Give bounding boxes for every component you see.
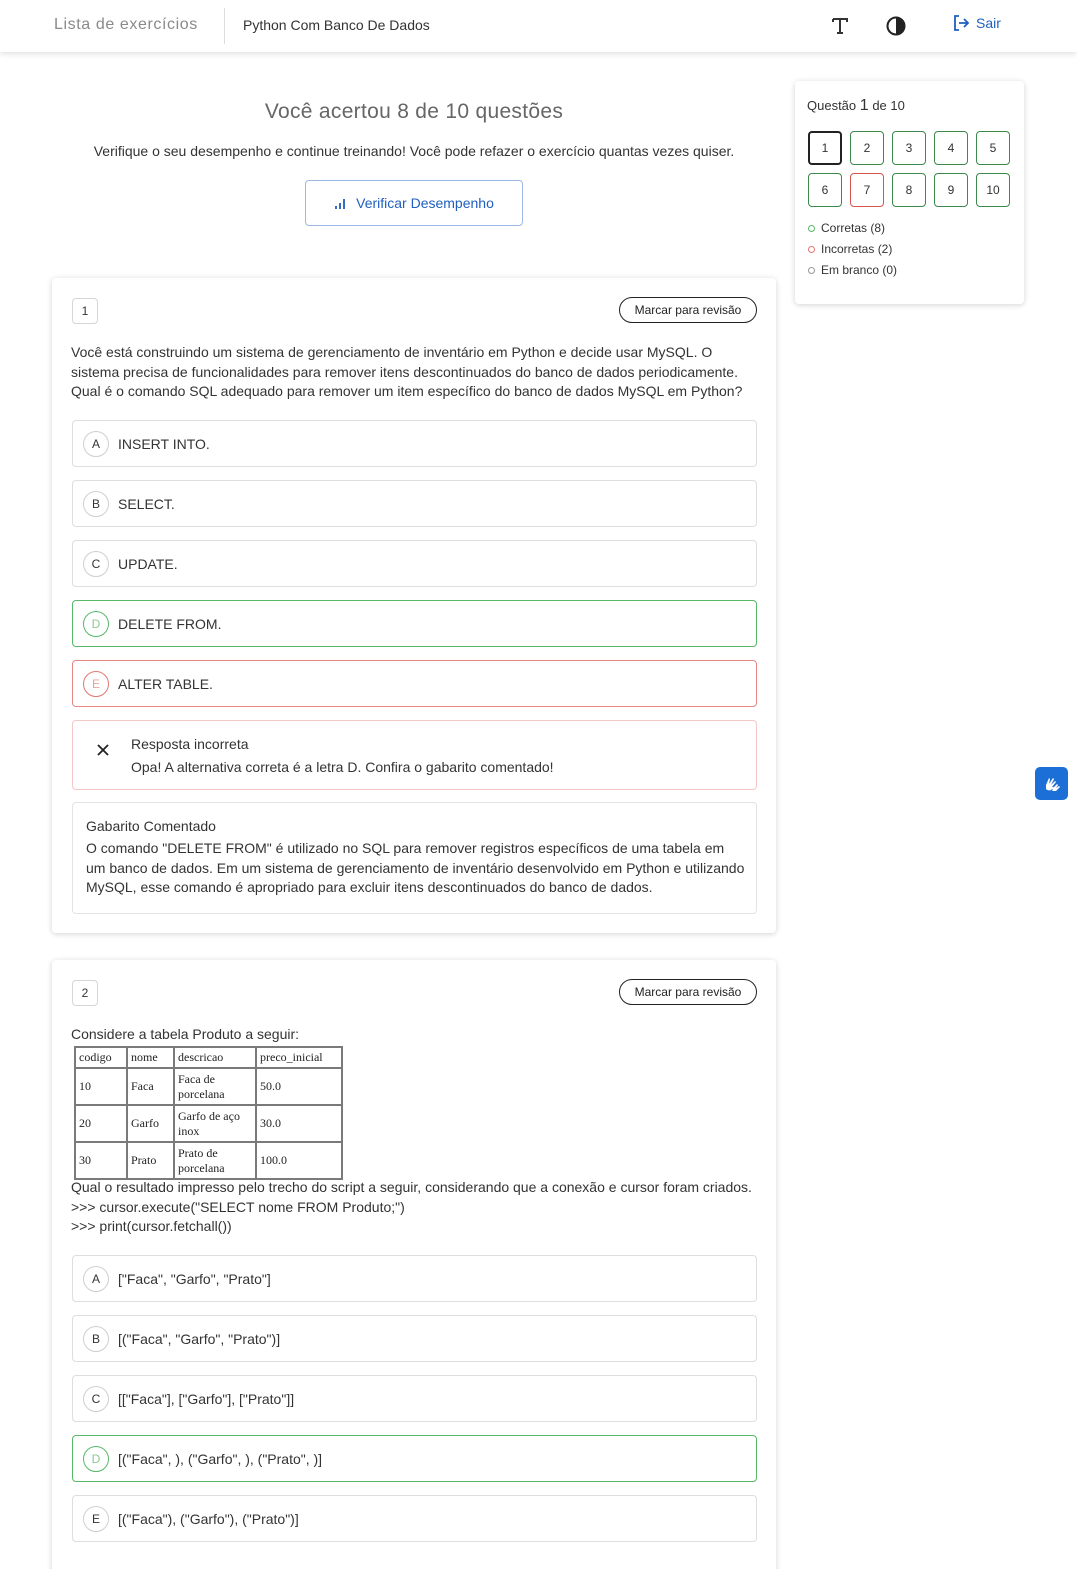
question-intro: Considere a tabela Produto a seguir:	[71, 1026, 300, 1042]
question-nav-8[interactable]: 8	[892, 173, 926, 207]
table-header-row: codigo nome descricao preco_inicial	[75, 1047, 342, 1068]
table-row: 10 Faca Faca de porcelana 50.0	[75, 1068, 342, 1105]
question-card-1	[52, 278, 776, 933]
question-grid	[808, 131, 1010, 207]
close-icon	[95, 742, 111, 758]
table-row: 20 Garfo Garfo de aço inox 30.0	[75, 1105, 342, 1142]
option-b[interactable]: B SELECT.	[72, 480, 757, 527]
font-size-icon[interactable]	[828, 14, 852, 38]
question-number: 1	[72, 298, 98, 324]
produto-table	[74, 1046, 343, 1180]
mark-for-review-button[interactable]: Marcar para revisão	[619, 979, 757, 1005]
bar-chart-icon	[334, 196, 348, 210]
sign-language-widget-button[interactable]	[1035, 767, 1068, 800]
commented-answer	[72, 802, 757, 914]
header-divider	[224, 8, 225, 44]
feedback-title: Resposta incorreta	[131, 736, 249, 752]
table-row: 30 Prato Prato de porcelana 100.0	[75, 1142, 342, 1179]
feedback-message: Opa! A alternativa correta é a letra D. Confira o gabarito comentado!	[131, 759, 554, 775]
logout-label: Sair	[976, 15, 1001, 31]
commented-answer-title: Gabarito Comentado	[86, 818, 216, 834]
mark-for-review-button[interactable]: Marcar para revisão	[619, 297, 757, 323]
option-a[interactable]: A ["Faca", "Garfo", "Prato"]	[72, 1255, 757, 1302]
check-performance-label: Verificar Desempenho	[356, 195, 494, 211]
question-card-2	[52, 960, 776, 1569]
option-d[interactable]: D [("Faca", ), ("Garfo", ), ("Prato", )]	[72, 1435, 757, 1482]
commented-answer-text: O comando "DELETE FROM" é utilizado no SQL para remover registros específicos de uma tabela em um banco de dados. Em um sistema de gerenciamento de inventário desenvolvido em Python e utilizando MySQL, esse comando é apropriado para excluir itens descontinuados do banco de dados.	[86, 840, 745, 895]
course-title: Python Com Banco De Dados	[243, 17, 430, 33]
question-number: 2	[72, 980, 98, 1006]
brand-title[interactable]: Lista de exercícios	[54, 16, 198, 33]
result-subtitle: Verifique o seu desempenho e continue treinando! Você pode refazer o exercício quantas vezes quiser.	[93, 143, 735, 159]
option-e[interactable]: E ALTER TABLE.	[72, 660, 757, 707]
legend-blank: Em branco (0)	[808, 263, 897, 277]
legend-incorrect: Incorretas (2)	[808, 242, 892, 256]
result-title: Você acertou 8 de 10 questões	[264, 100, 564, 123]
option-a[interactable]: A INSERT INTO.	[72, 420, 757, 467]
option-c[interactable]: C [["Faca"], ["Garfo"], ["Prato"]]	[72, 1375, 757, 1422]
question-nav-9[interactable]: 9	[934, 173, 968, 207]
question-nav-1[interactable]: 1	[808, 131, 842, 165]
question-nav-10[interactable]: 10	[976, 173, 1010, 207]
option-e[interactable]: E [("Faca"), ("Garfo"), ("Prato")]	[72, 1495, 757, 1542]
contrast-icon[interactable]	[884, 14, 908, 38]
option-b[interactable]: B [("Faca", "Garfo", "Prato")]	[72, 1315, 757, 1362]
question-nav-5[interactable]: 5	[976, 131, 1010, 165]
question-nav-7[interactable]: 7	[850, 173, 884, 207]
correct-dot-icon	[808, 225, 815, 232]
option-d[interactable]: D DELETE FROM.	[72, 600, 757, 647]
check-performance-button[interactable]	[305, 180, 523, 226]
top-bar	[0, 0, 1077, 52]
navigator-title: Questão 1 de 10	[807, 97, 905, 114]
logout-button[interactable]	[952, 14, 1001, 32]
incorrect-dot-icon	[808, 246, 815, 253]
option-c[interactable]: C UPDATE.	[72, 540, 757, 587]
question-stem: Você está construindo um sistema de gerenciamento de inventário em Python e decide usar MySQL. O sistema precisa de funcionalidades para remover itens descontinuados do banco de dados periodicamente. Qual é o comando SQL adequado para remover um item específico do banco de dados MySQL em Python?	[71, 344, 743, 399]
question-stem: Qual o resultado impresso pelo trecho do script a seguir, considerando que a conexão e cursor foram criados. >>> cursor.execute("SELECT nome FROM Produto;") >>> print(cursor.fetchall())	[71, 1179, 752, 1234]
blank-dot-icon	[808, 267, 815, 274]
feedback-box	[72, 720, 757, 790]
hands-icon	[1041, 773, 1063, 795]
logout-icon	[952, 14, 970, 32]
question-nav-3[interactable]: 3	[892, 131, 926, 165]
question-nav-2[interactable]: 2	[850, 131, 884, 165]
question-nav-6[interactable]: 6	[808, 173, 842, 207]
question-nav-4[interactable]: 4	[934, 131, 968, 165]
question-navigator	[795, 81, 1024, 304]
legend-correct: Corretas (8)	[808, 221, 885, 235]
